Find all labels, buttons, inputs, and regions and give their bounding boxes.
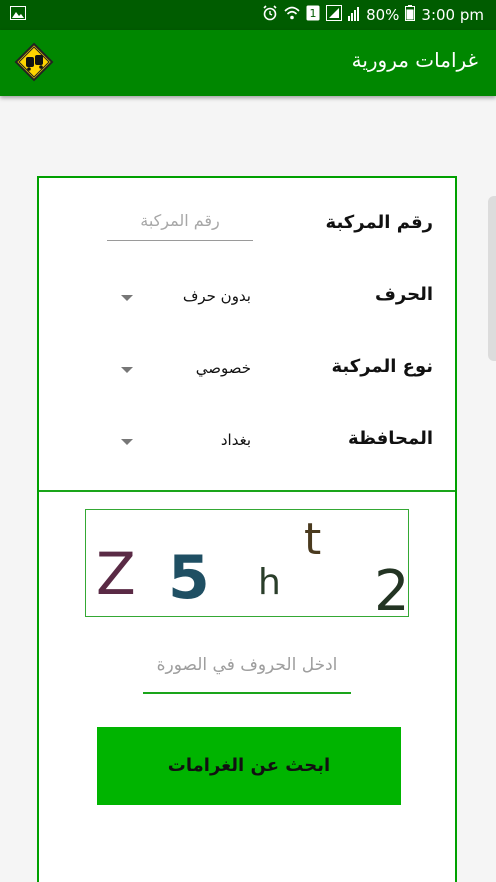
battery-icon — [405, 5, 415, 25]
section-divider — [39, 490, 455, 492]
letter-dropdown[interactable] — [121, 284, 251, 314]
image-icon — [10, 6, 26, 24]
signal-bars-icon — [348, 5, 360, 25]
captcha-input[interactable]: ادخل الحروف في الصورة — [143, 642, 351, 694]
app-bar — [0, 30, 496, 96]
scrollbar[interactable] — [488, 196, 496, 361]
fines-search-card — [37, 176, 457, 882]
sim-badge: 1 — [309, 7, 317, 20]
dropdown-arrow-icon — [121, 367, 133, 373]
province-dropdown[interactable] — [121, 428, 251, 458]
captcha-char: 5 — [168, 543, 210, 613]
sim-icon — [306, 5, 320, 25]
dropdown-arrow-icon — [121, 439, 133, 445]
alarm-icon — [262, 5, 278, 25]
clock: 3:00 pm — [421, 6, 484, 24]
signal-icon — [326, 5, 342, 25]
app-title: غرامات مرورية — [351, 48, 478, 72]
battery-level: 80% — [366, 6, 400, 24]
captcha-image — [85, 509, 409, 617]
vehicle-number-input[interactable]: رقم المركبة — [107, 206, 253, 241]
search-fines-button[interactable]: ابحث عن الغرامات — [97, 727, 401, 805]
letter-label: الحرف — [374, 284, 433, 305]
province-value: بغداد — [220, 431, 251, 449]
captcha-char: Z — [96, 540, 136, 608]
vehicle-type-label: نوع المركبة — [331, 356, 433, 377]
vehicle-type-dropdown[interactable] — [121, 356, 251, 386]
wifi-icon — [284, 5, 300, 25]
dropdown-arrow-icon — [121, 295, 133, 301]
captcha-char: 2 — [374, 559, 408, 616]
status-bar — [0, 0, 496, 30]
traffic-sign-icon[interactable] — [14, 42, 54, 82]
captcha-char: h — [258, 562, 281, 603]
vehicle-number-label: رقم المركبة — [325, 212, 433, 233]
captcha-char: t — [304, 514, 322, 565]
letter-value: بدون حرف — [182, 287, 251, 305]
vehicle-type-value: خصوصي — [195, 359, 251, 377]
province-label: المحافظة — [348, 428, 433, 449]
